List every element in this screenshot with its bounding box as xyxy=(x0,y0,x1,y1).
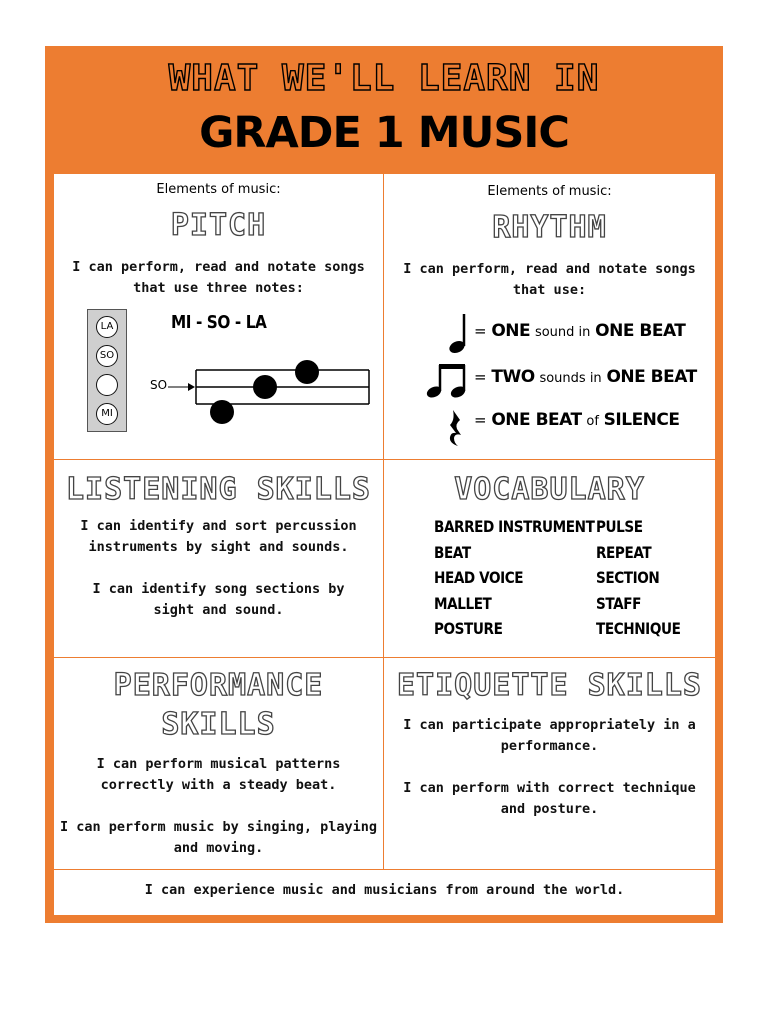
header-title: GRADE 1 MUSIC xyxy=(199,108,569,158)
footer-section xyxy=(54,870,715,915)
rhythm-row-quarter xyxy=(474,321,685,341)
note-so xyxy=(253,375,277,399)
rhythm-row-rest xyxy=(474,410,680,430)
vocabulary-list-left xyxy=(434,514,594,642)
listening-description xyxy=(54,516,383,621)
performance-section xyxy=(54,658,384,870)
rhythm-count: ONE xyxy=(491,321,531,341)
pitch-line-2: that use three notes: xyxy=(133,280,304,296)
rhythm-section xyxy=(384,174,715,460)
rhythm-duration: ONE BEAT xyxy=(606,367,697,387)
ladder-step-so: SO xyxy=(96,345,118,367)
vocab-term: TECHNIQUE xyxy=(596,619,681,638)
listening-line: instruments by sight and sounds. xyxy=(88,539,349,555)
performance-line: correctly with a steady beat. xyxy=(100,777,337,793)
listening-line: I can identify and sort percussion xyxy=(80,518,357,534)
etiquette-line: I can perform with correct technique xyxy=(403,780,696,796)
poster-header xyxy=(45,46,723,174)
listening-line: I can identify song sections by xyxy=(92,581,345,597)
performance-line: and moving. xyxy=(173,840,264,856)
listening-section xyxy=(54,460,384,658)
performance-line: I can perform musical patterns xyxy=(96,756,341,772)
listening-line: sight and sound. xyxy=(153,602,284,618)
etiquette-line: performance. xyxy=(500,738,599,754)
pitch-line-1: I can perform, read and notate songs xyxy=(72,259,365,275)
etiquette-title: ETIQUETTE SKILLS xyxy=(397,668,702,703)
quarter-rest-icon xyxy=(446,408,466,448)
equals-sign: = xyxy=(474,368,487,386)
equals-sign: = xyxy=(474,322,487,340)
quarter-note-icon xyxy=(444,312,474,354)
rhythm-count: TWO xyxy=(491,367,535,387)
content-grid xyxy=(54,174,715,915)
pitch-staff xyxy=(164,356,374,446)
staff-pointer-arrowhead xyxy=(188,383,195,391)
equals-sign: = xyxy=(474,411,487,429)
vocab-term: SECTION xyxy=(596,568,660,587)
vocab-term: BARRED INSTRUMENT xyxy=(434,517,595,536)
rhythm-connector: sound in xyxy=(534,325,591,340)
pitch-title: PITCH xyxy=(170,208,267,243)
performance-title-line-1: PERFORMANCE xyxy=(113,668,324,703)
listening-title: LISTENING SKILLS xyxy=(66,472,371,507)
rhythm-count: ONE BEAT xyxy=(491,410,582,430)
vocab-term: MALLET xyxy=(434,593,492,613)
pitch-eyebrow: Elements of music: xyxy=(156,182,281,197)
pitch-section xyxy=(54,174,384,460)
vocab-term: BEAT xyxy=(434,542,471,562)
vocab-term: HEAD VOICE xyxy=(434,568,524,587)
performance-title-line-2: SKILLS xyxy=(161,707,276,742)
vocabulary-title: VOCABULARY xyxy=(454,472,645,507)
note-mi xyxy=(210,400,234,424)
eighth-notes-icon xyxy=(426,361,470,401)
etiquette-section xyxy=(384,658,715,870)
rhythm-line-1: I can perform, read and notate songs xyxy=(403,261,696,277)
rhythm-connector: of xyxy=(586,414,599,429)
performance-line: I can perform music by singing, playing xyxy=(60,819,377,835)
notes-heading: MI - SO - LA xyxy=(171,312,267,333)
vocabulary-list-right xyxy=(596,514,680,642)
ladder-step-mi: MI xyxy=(96,403,118,425)
etiquette-line: I can participate appropriately in a xyxy=(403,717,696,733)
rhythm-connector: sounds in xyxy=(539,371,602,386)
so-label: SO xyxy=(150,378,168,392)
vocabulary-section xyxy=(384,460,715,658)
rhythm-line-2: that use: xyxy=(512,282,587,298)
performance-description xyxy=(54,754,383,859)
vocab-term: PULSE xyxy=(596,517,643,536)
etiquette-description xyxy=(384,715,715,820)
vocab-term: REPEAT xyxy=(596,542,652,562)
header-line-1: WHAT WE'LL LEARN IN xyxy=(168,58,600,99)
vocab-term: STAFF xyxy=(596,593,641,613)
rhythm-duration: SILENCE xyxy=(603,410,680,430)
rhythm-row-eighths xyxy=(474,367,697,387)
rhythm-eyebrow: Elements of music: xyxy=(487,184,612,199)
poster xyxy=(45,46,723,923)
footer-statement: I can experience music and musicians from around the world. xyxy=(144,882,625,898)
ladder-step-blank xyxy=(96,374,118,396)
ladder-step-la: LA xyxy=(96,316,118,338)
vocab-term: POSTURE xyxy=(434,619,503,638)
rhythm-description xyxy=(384,259,715,301)
note-la xyxy=(295,360,319,384)
pitch-description xyxy=(54,257,383,299)
etiquette-line: and posture. xyxy=(500,801,599,817)
rhythm-duration: ONE BEAT xyxy=(595,321,686,341)
solfege-ladder xyxy=(87,309,127,432)
rhythm-title: RHYTHM xyxy=(492,210,607,245)
